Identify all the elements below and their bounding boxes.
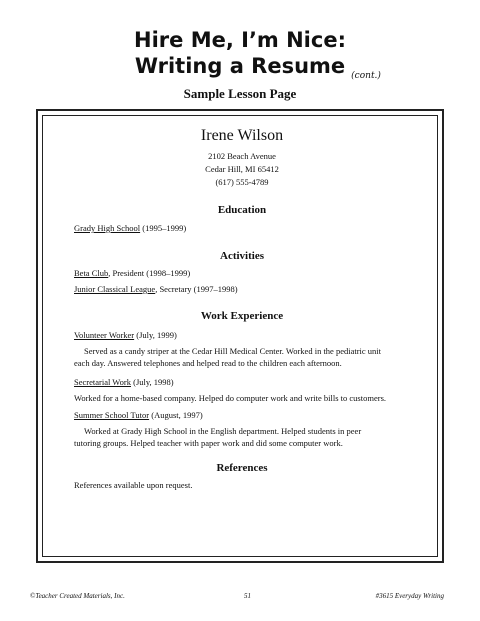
references-heading: References — [216, 462, 268, 474]
job-title-line — [74, 377, 410, 388]
job-title-line — [74, 410, 410, 421]
activity-org: Beta Club — [74, 268, 109, 278]
references-text: References available upon request. — [74, 480, 193, 490]
job-title-line — [74, 330, 410, 341]
job-description: Worked for a home-based company. Helped do computer work and write bills to customers. — [74, 393, 386, 403]
activity-detail: , President (1998–1999) — [108, 268, 191, 278]
activity-item — [74, 284, 410, 295]
title-line-2-wrap — [134, 53, 381, 81]
education-entry — [74, 223, 410, 234]
footer-product: #3615 Everyday Writing — [375, 592, 444, 600]
job-description: each day. Answered telephones and helped read to the children each afternoon. — [74, 358, 342, 368]
job-description: Served as a candy striper at the Cedar Hill Medical Center. Worked in the pediatric unit — [84, 346, 382, 356]
page-title — [0, 27, 480, 79]
education-heading: Education — [217, 204, 267, 216]
address-line-1: 2102 Beach Avenue — [208, 151, 276, 161]
job-dates: (July, 1999) — [134, 330, 177, 340]
job-title: Secretarial Work — [74, 377, 131, 387]
activity-item — [74, 268, 410, 279]
title-line-2: Writing a Resume — [134, 54, 346, 78]
work-heading: Work Experience — [200, 310, 284, 322]
job-title: Volunteer Worker — [74, 330, 135, 340]
footer-copyright: ©Teacher Created Materials, Inc. — [30, 592, 125, 600]
address-line-2: Cedar Hill, MI 65412 — [205, 164, 279, 174]
page-subtitle: Sample Lesson Page — [183, 86, 297, 101]
activity-org: Junior Classical League — [74, 284, 156, 294]
job-dates: (August, 1997) — [149, 410, 203, 420]
job-description: Worked at Grady High School in the English department. Helped students in peer — [84, 426, 362, 436]
footer-page-number: 51 — [244, 592, 251, 600]
activity-detail: , Secretary (1997–1998) — [155, 284, 238, 294]
school-years: (1995–1999) — [140, 223, 187, 233]
title-line-1: Hire Me, I’m Nice: — [134, 28, 346, 52]
activities-heading: Activities — [220, 250, 264, 262]
job-title: Summer School Tutor — [74, 410, 150, 420]
resume-frame — [36, 109, 444, 563]
job-description: tutoring groups. Helped teacher with paper work and did some computer work. — [74, 438, 343, 448]
resume-name: Irene Wilson — [200, 127, 284, 144]
job-dates: (July, 1998) — [130, 377, 174, 387]
school-name: Grady High School — [74, 223, 141, 233]
title-suffix: (cont.) — [351, 71, 381, 81]
phone-number: (617) 555-4789 — [215, 177, 269, 187]
